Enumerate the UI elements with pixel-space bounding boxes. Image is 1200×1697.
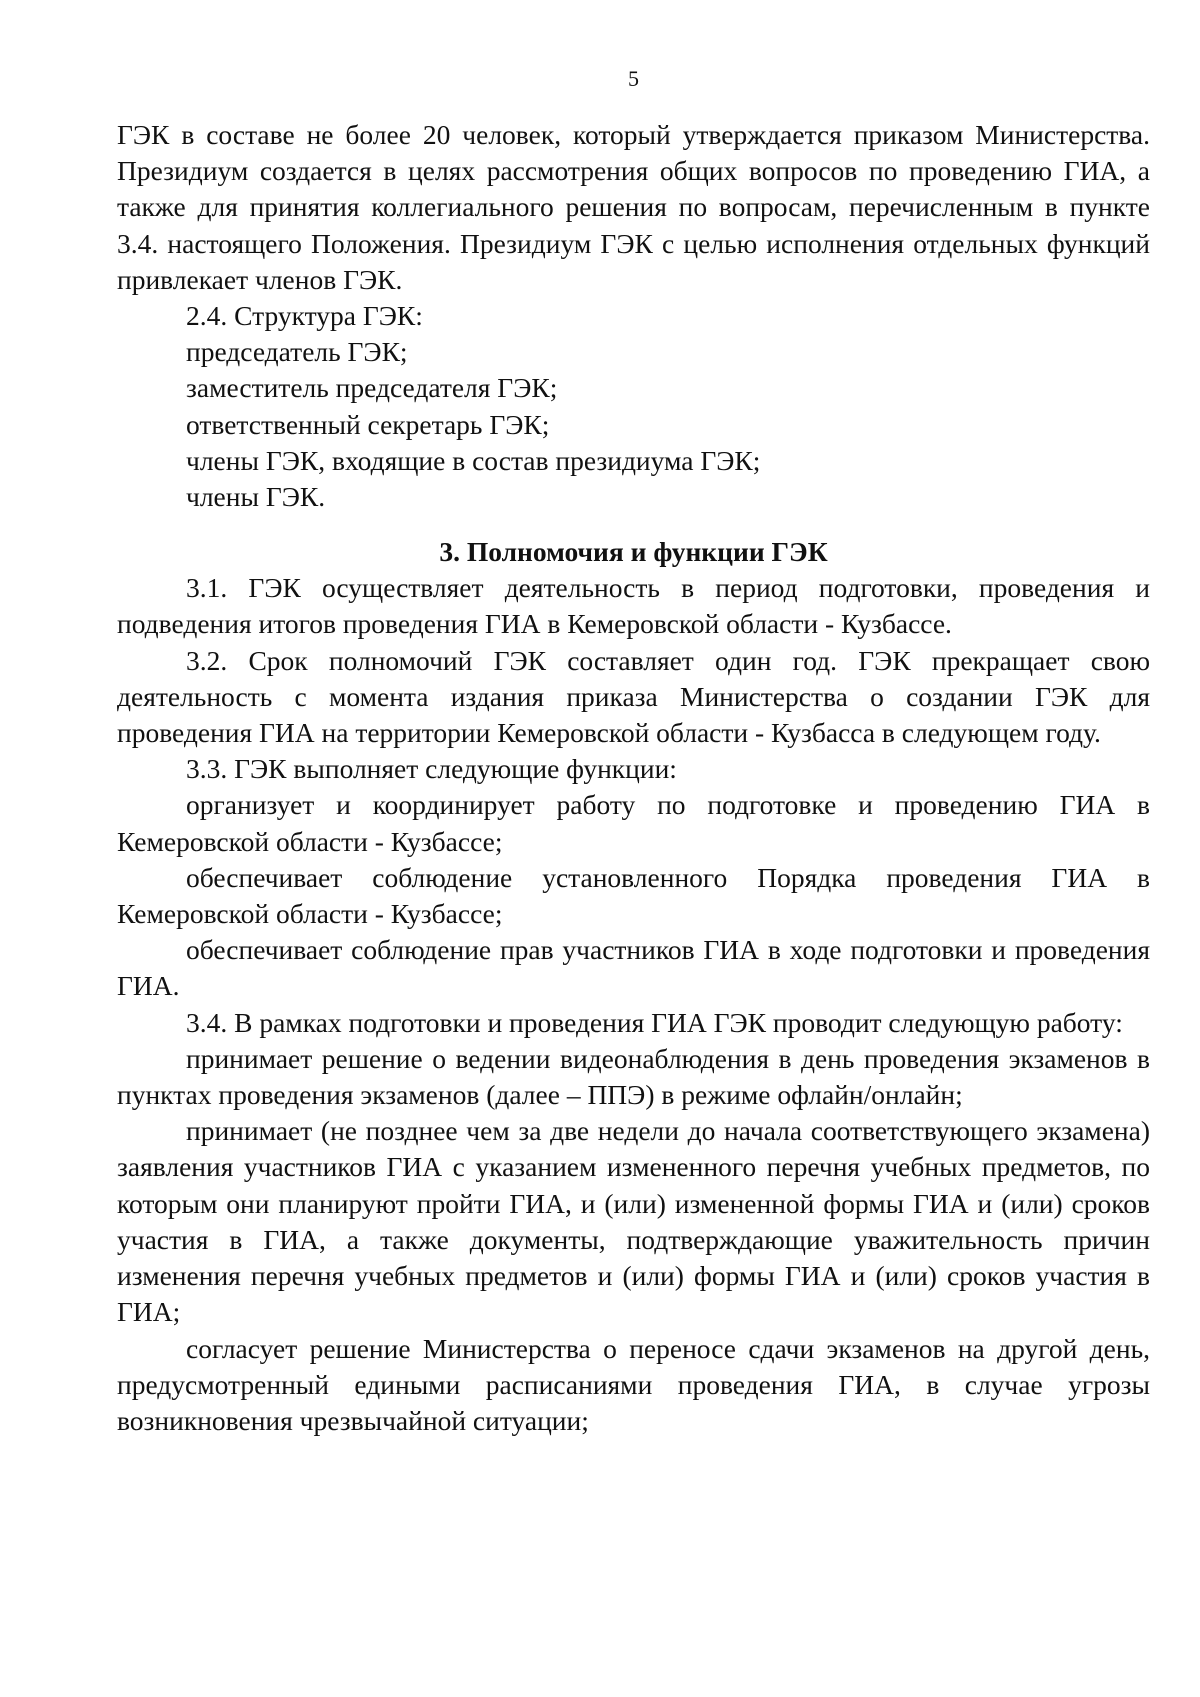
structure-item: заместитель председателя ГЭК; xyxy=(186,372,558,404)
paragraph-3-2: 3.2. Срок полномочий ГЭК составляет один год. ГЭК прекращает свою деятельность с момента издания приказа Министерства о создании ГЭК для проведения ГИА на территории Кемеровской области - Кузбасса в следующем году. xyxy=(117,644,1150,749)
structure-item: члены ГЭК. xyxy=(186,481,326,513)
work-item: согласует решение Министерства о переносе сдачи экзаменов на другой день, предусмотренный едиными расписаниями проведения ГИА, в случае угрозы возникновения чрезвычайной ситуации; xyxy=(117,1332,1150,1436)
function-item: организует и координирует работу по подготовке и проведению ГИА в Кемеровской области - Кузбассе; xyxy=(117,789,1150,857)
structure-item: ответственный секретарь ГЭК; xyxy=(186,408,550,440)
page-number: 5 xyxy=(628,66,639,91)
paragraph-3-4-title: 3.4. В рамках подготовки и проведения ГИА ГЭК проводит следующую работу: xyxy=(186,1006,1123,1038)
paragraph-3-3-title: 3.3. ГЭК выполняет следующие функции: xyxy=(186,753,677,785)
function-item: обеспечивает соблюдение прав участников ГИА в ходе подготовки и проведения ГИА. xyxy=(117,934,1150,1002)
function-item: обеспечивает соблюдение установленного Порядка проведения ГИА в Кемеровской области - Кузбассе; xyxy=(117,861,1150,930)
structure-item: члены ГЭК, входящие в состав президиума ГЭК; xyxy=(186,444,761,476)
paragraph-3-1: 3.1. ГЭК осуществляет деятельность в период подготовки, проведения и подведения итогов проведения ГИА в Кемеровской области - Кузбассе. xyxy=(117,572,1150,640)
document-body xyxy=(117,117,1150,1439)
section-3-heading: 3. Полномочия и функции ГЭК xyxy=(439,536,828,568)
structure-item: председатель ГЭК; xyxy=(186,336,408,368)
work-item: принимает решение о ведении видеонаблюдения в день проведения экзаменов в пунктах проведения экзаменов (далее – ППЭ) в режиме офлайн/онлайн; xyxy=(117,1042,1150,1111)
intro-paragraph: ГЭК в составе не более 20 человек, который утверждается приказом Министерства. Президиум создается в целях рассмотрения общих вопросов по проведению ГИА, а также для принятия коллегиального решения по вопросам, перечисленным в пункте 3.4. настоящего Положения. Президиум ГЭК с целью исполнения отдельных функций привлекает членов ГЭК. xyxy=(117,119,1150,295)
section-2-4-title: 2.4. Структура ГЭК: xyxy=(186,300,423,332)
work-item: принимает (не позднее чем за две недели до начала соответствующего экзамена) заявления участников ГИА с указанием измененного перечня учебных предметов, по которым они планируют пройти ГИА, и (или) измененной формы ГИА и (или) сроков участия в ГИА, а также документы, подтверждающие уважительность причин изменения перечня учебных предметов и (или) формы ГИА и (или) сроков участия в ГИА; xyxy=(117,1115,1150,1328)
